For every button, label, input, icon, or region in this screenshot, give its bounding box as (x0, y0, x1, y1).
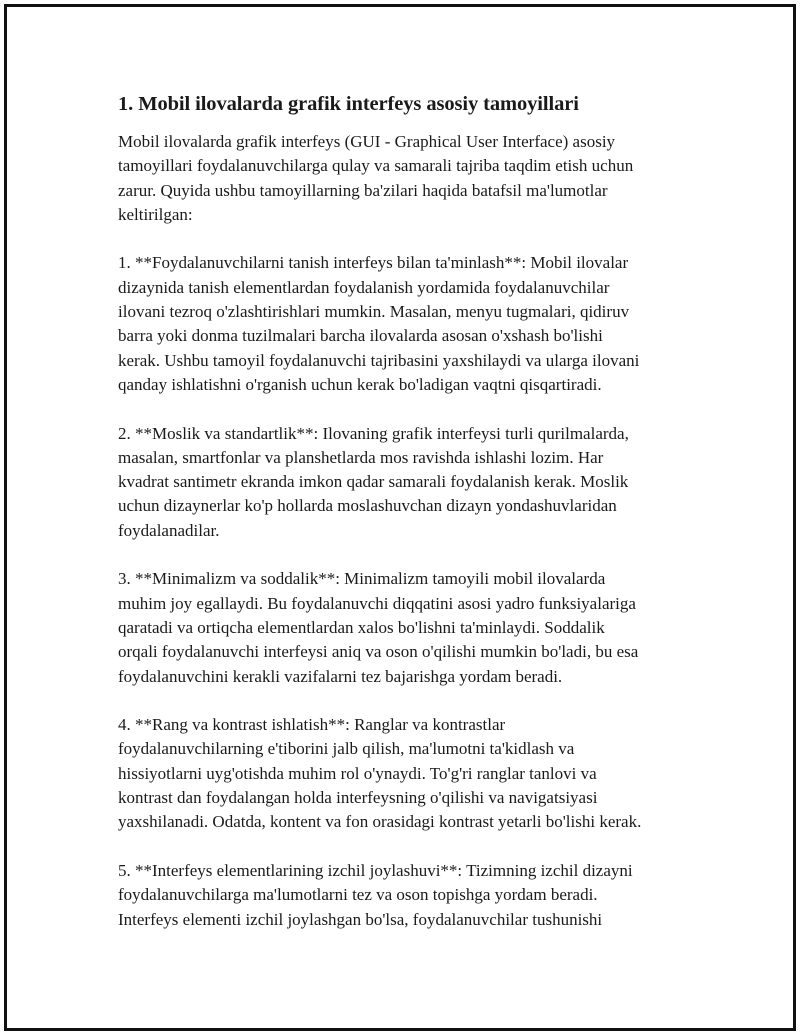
paragraph-line: foydalanuvchilarning e'tiborini jalb qilish, ma'lumotni ta'kidlash va (118, 739, 575, 759)
paragraph-line: orqali foydalanuvchi interfeysi aniq va oson o'qilishi mumkin bo'ladi, bu esa (118, 642, 639, 662)
paragraph-line: 4. **Rang va kontrast ishlatish**: Ranglar va kontrastlar (118, 715, 506, 735)
intro-paragraph (118, 130, 688, 227)
paragraph-line: 5. **Interfeys elementlarining izchil joylashuvi**: Tizimning izchil dizayni (118, 860, 633, 880)
paragraph-line: dizaynida tanish elementlardan foydalanish yordamida foydalanuvchilar (118, 277, 610, 297)
principle-5-paragraph (118, 859, 688, 932)
principle-4-paragraph (118, 713, 688, 834)
paragraph-line: keltirilgan: (118, 204, 193, 224)
paragraph-line: zarur. Quyida ushbu tamoyillarning ba'zilari haqida batafsil ma'lumotlar (118, 180, 608, 200)
paragraph-line: uchun dizaynerlar ko'p hollarda moslashuvchan dizayn yondashuvlaridan (118, 496, 617, 516)
paragraph-line: 2. **Moslik va standartlik**: Ilovaning grafik interfeysi turli qurilmalarda, (118, 423, 629, 443)
paragraph-line: kerak. Ushbu tamoyil foydalanuvchi tajribasini yaxshilaydi va ularga ilovani (118, 350, 640, 370)
paragraph-line: 1. **Foydalanuvchilarni tanish interfeys bilan ta'minlash**: Mobil ilovalar (118, 253, 629, 273)
paragraph-line: foydalanuvchini kerakli vazifalarni tez bajarishga yordam beradi. (118, 666, 563, 686)
principle-1-paragraph (118, 251, 688, 397)
principle-3-paragraph (118, 567, 688, 688)
paragraph-line: qaratadi va ortiqcha elementlardan xalos bo'lishni ta'minlaydi. Soddalik (118, 617, 605, 637)
paragraph-line: yaxshilanadi. Odatda, kontent va fon orasidagi kontrast yetarli bo'lishi kerak. (118, 812, 642, 832)
paragraph-line: Mobil ilovalarda grafik interfeys (GUI - Graphical User Interface) asosiy (118, 132, 616, 151)
paragraph-line: kontrast dan foydalangan holda interfeysning o'qilishi va navigatsiyasi (118, 788, 598, 808)
paragraph-line: Interfeys elementi izchil joylashgan bo'lsa, foydalanuvchilar tushunishi (118, 909, 603, 929)
paragraph-line: masalan, smartfonlar va planshetlarda mos ravishda ishlashi lozim. Har (118, 447, 604, 467)
paragraph-line: 3. **Minimalizm va soddalik**: Minimalizm tamoyili mobil ilovalarda (118, 569, 606, 589)
paragraph-line: qanday ishlatishni o'rganish uchun kerak bo'ladigan vaqtni qisqartiradi. (118, 374, 602, 394)
paragraph-line: hissiyotlarni uyg'otishda muhim rol o'ynaydi. To'g'ri ranglar tanlovi va (118, 763, 597, 783)
paragraph-line: muhim joy egallaydi. Bu foydalanuvchi diqqatini asosi yadro funksiyalariga (118, 593, 636, 613)
document-title: 1. Mobil ilovalarda grafik interfeys asosiy tamoyillari (118, 93, 579, 115)
paragraph-line: tamoyillari foydalanuvchilarga qulay va samarali tajriba taqdim etish uchun (118, 156, 634, 176)
paragraph-line: foydalanadilar. (118, 520, 220, 540)
principle-2-paragraph (118, 422, 688, 543)
document-body (118, 90, 688, 956)
paragraph-line: kvadrat santimetr ekranda imkon qadar samarali foydalanish kerak. Moslik (118, 472, 629, 492)
paragraph-line: ilovani tezroq o'zlashtirishlari mumkin. Masalan, menyu tugmalari, qidiruv (118, 302, 630, 322)
paragraph-line: foydalanuvchilarga ma'lumotlarni tez va oson topishga yordam beradi. (118, 885, 598, 905)
paragraph-line: barra yoki donma tuzilmalari barcha ilovalarda asosan o'xshash bo'lishi (118, 326, 603, 346)
